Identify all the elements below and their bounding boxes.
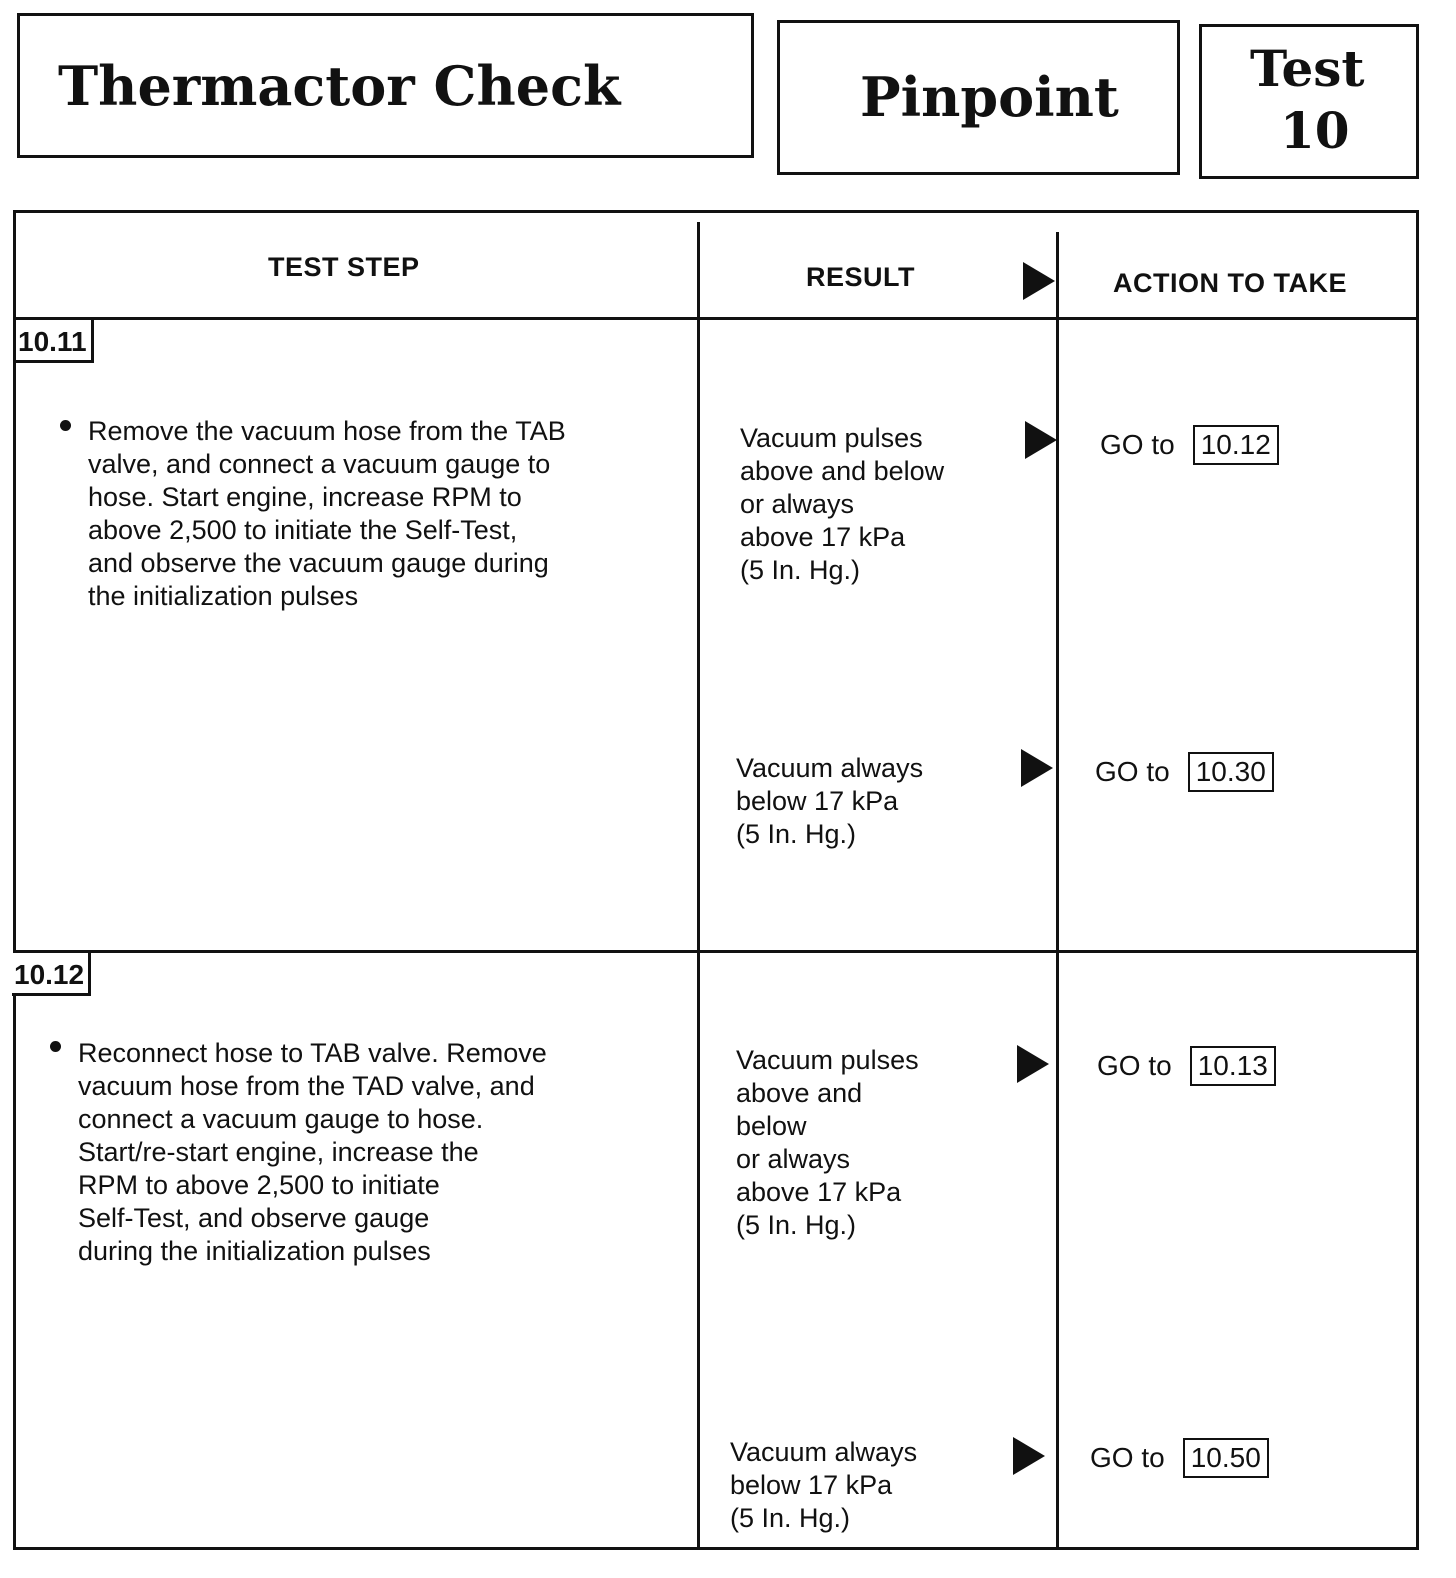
row-divider	[16, 950, 1416, 953]
action-goto: GO to 10.13	[1097, 1046, 1276, 1086]
test-number-box	[1199, 24, 1419, 179]
test-number: 10	[1280, 101, 1350, 160]
step-reference-link[interactable]: 10.12	[1193, 425, 1279, 465]
action-goto: GO to 10.30	[1095, 752, 1274, 792]
column-divider-result	[697, 222, 700, 1550]
bullet-icon	[50, 1041, 61, 1052]
result-text: Vacuum pulses above and below or always above 17 kPa (5 In. Hg.)	[740, 423, 945, 585]
step-instruction: Reconnect hose to TAB valve. Remove vacuum hose from the TAD valve, and connect a vacuum gauge to hose. Start/re-start engine, increase the RPM to above 2,500 to initiate Self-Test, and observe gauge during the initialization pulses	[78, 1038, 547, 1266]
step-number: 10.11	[16, 320, 94, 363]
action-goto: GO to 10.50	[1090, 1438, 1269, 1478]
section-box	[777, 20, 1180, 175]
header-action: ACTION TO TAKE	[1113, 268, 1347, 298]
header-result: RESULT	[806, 262, 915, 292]
step-instruction: Remove the vacuum hose from the TAB valve, and connect a vacuum gauge to hose. Start engine, increase RPM to above 2,500 to initiate the Self-Test, and observe the vacuum gauge during the initialization pulses	[88, 416, 566, 611]
step-number: 10.12	[12, 953, 91, 996]
result-text: Vacuum always below 17 kPa (5 In. Hg.)	[736, 753, 924, 849]
header-divider	[16, 317, 1416, 320]
step-reference-link[interactable]: 10.50	[1183, 1438, 1269, 1478]
title-box	[17, 13, 754, 158]
bullet-icon	[60, 420, 71, 431]
test-label: Test	[1250, 39, 1365, 98]
result-text: Vacuum pulses above and below or always above 17 kPa (5 In. Hg.)	[736, 1045, 919, 1240]
header-arrow-icon	[1023, 262, 1055, 300]
action-goto: GO to 10.12	[1100, 425, 1279, 465]
test-table	[13, 210, 1419, 1550]
result-arrow-icon	[1013, 1437, 1045, 1475]
step-reference-link[interactable]: 10.13	[1190, 1046, 1276, 1086]
section-label: Pinpoint	[860, 65, 1119, 129]
result-arrow-icon	[1025, 421, 1057, 459]
result-arrow-icon	[1021, 749, 1053, 787]
result-arrow-icon	[1017, 1045, 1049, 1083]
step-reference-link[interactable]: 10.30	[1188, 752, 1274, 792]
header-test-step: TEST STEP	[268, 252, 420, 282]
page-title: Thermactor Check	[58, 54, 621, 118]
result-text: Vacuum always below 17 kPa (5 In. Hg.)	[730, 1437, 918, 1533]
